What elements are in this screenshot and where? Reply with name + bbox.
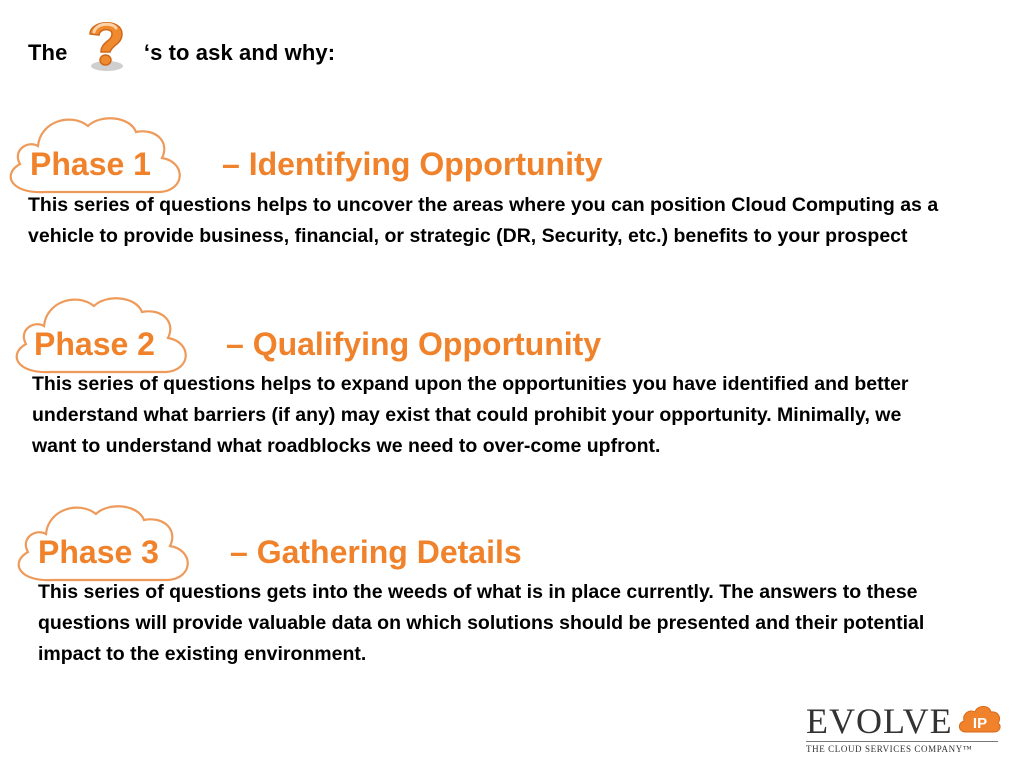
phase-label: Phase 3 <box>38 534 159 570</box>
logo-tagline: THE CLOUD SERVICES COMPANY™ <box>806 744 973 754</box>
question-mark-icon <box>76 14 136 74</box>
phase-description: This series of questions helps to expand upon the opportunities you have identified and better understand what barriers (if any) may exist that could prohibit your opportunity. Minimally, we want to understand what roadblocks we need to over-come upfront. <box>32 373 909 457</box>
phase-title: – Identifying Opportunity <box>222 146 603 182</box>
title-suffix: ‘s to ask and why: <box>143 39 336 65</box>
title-prefix: The <box>28 39 68 65</box>
phase-description: This series of questions gets into the weeds of what is in place currently. The answers to these questions will provide valuable data on which solutions should be presented and their potential impact to the existing environment. <box>38 581 925 665</box>
cloud-ip-badge-icon <box>956 702 1002 736</box>
logo-badge-text: IP <box>972 715 988 732</box>
phase-title: – Gathering Details <box>230 534 522 570</box>
phase-heading <box>34 326 601 363</box>
phase-section-2 <box>0 290 1000 500</box>
phase-heading <box>30 146 602 183</box>
phase-section-1 <box>0 112 1000 292</box>
phase-heading <box>38 534 522 571</box>
phase-title: – Qualifying Opportunity <box>226 326 602 362</box>
phase-label: Phase 2 <box>34 326 155 362</box>
evolve-ip-logo <box>804 700 1000 756</box>
logo-divider <box>806 741 998 742</box>
logo-wordmark: EVOLVE <box>806 701 953 741</box>
phase-label: Phase 1 <box>30 146 151 182</box>
phase-section-3 <box>0 498 1000 688</box>
phase-description: This series of questions helps to uncover the areas where you can position Cloud Computing as a vehicle to provide business, financial, or strategic (DR, Security, etc.) benefits to your prospect <box>28 194 939 247</box>
page-title <box>28 34 335 74</box>
